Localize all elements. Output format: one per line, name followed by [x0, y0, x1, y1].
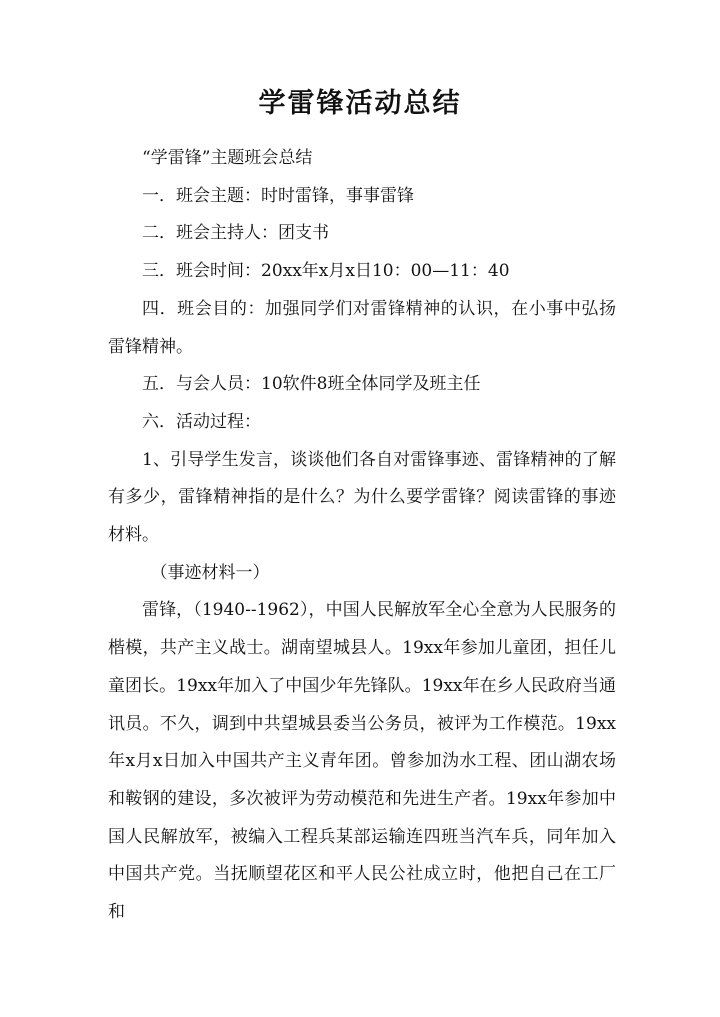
material-label: （事迹材料一） [150, 562, 270, 583]
meeting-attendees: 五．与会人员：10软件8班全体同学及班主任 [142, 374, 481, 395]
meeting-heading: “学雷锋”主题班会总结 [142, 148, 313, 168]
meeting-theme: 一．班会主题：时时雷锋，事事雷锋 [142, 185, 414, 206]
material-paragraph: 雷锋，（1940--1962），中国人民解放军全心全意为人民服务的楷模，共产主义战士。湖南望城县人。19xx年参加儿童团，担任儿童团长。19xx年加入了中国少年先锋队。19xx年在乡人民政府当通讯员。不久，调到中共望城县委当公务员，被评为工作模范。19xx年x月x日加入中国共产主义青年团。曾参加沩水工程、团山湖农场和鞍钢的建设，多次被评为劳动模范和先进生产者。19xx年参加中国人民解放军，被编入工程兵某部运输连四班当汽车兵，同年加入中国共产党。当抚顺望花区和平人民公社成立时，他把自己在工厂和 [108, 600, 616, 923]
meeting-time: 三．班会时间：20xx年x月x日10：00—11：40 [142, 261, 510, 282]
document-body [108, 140, 616, 932]
activity-process-heading: 六．活动过程： [142, 411, 261, 432]
document-title: 学雷锋活动总结 [258, 88, 462, 119]
meeting-purpose: 四．班会目的：加强同学们对雷锋精神的认识，在小事中弘扬雷锋精神。 [108, 298, 616, 357]
meeting-host: 二．班会主持人：团支书 [142, 223, 329, 244]
activity-step-1: 1、引导学生发言，谈谈他们各自对雷锋事迹、雷锋精神的了解有多少，雷锋精神指的是什么？为什么要学雷锋？阅读雷锋的事迹材料。 [108, 449, 616, 546]
